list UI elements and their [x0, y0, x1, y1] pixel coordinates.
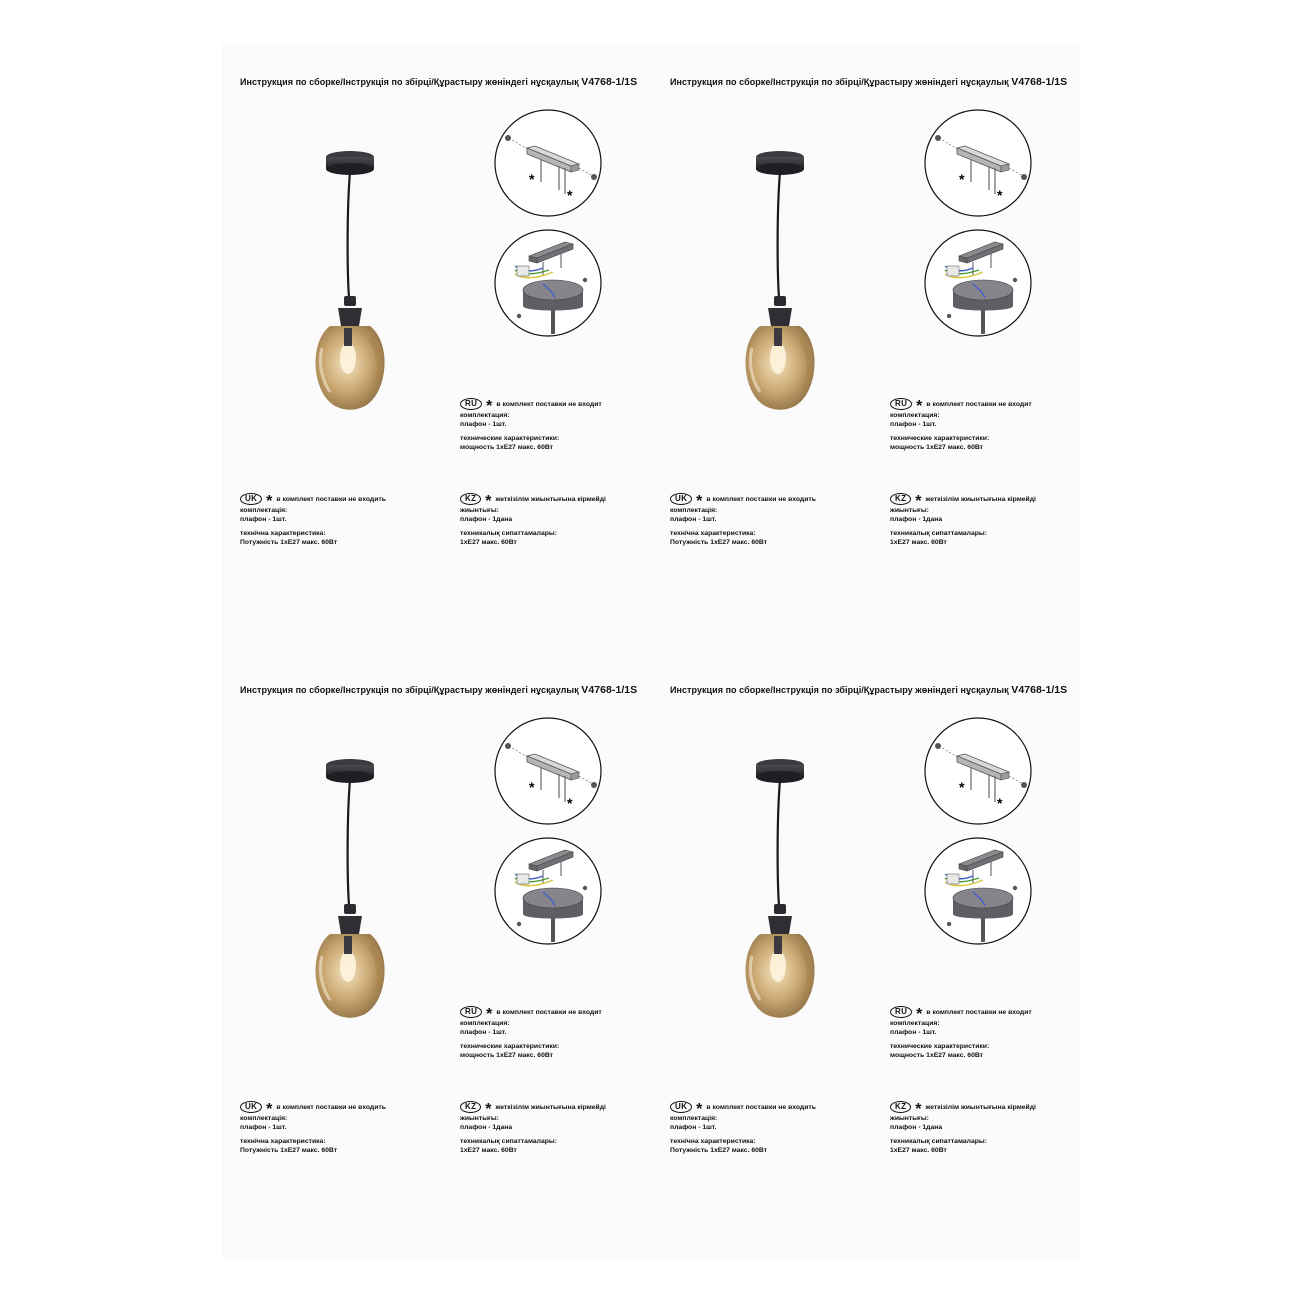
ru-kit: плафон - 1шт.: [890, 1029, 937, 1036]
wiring-canopy-diagram: [493, 228, 603, 338]
uk-badge: UK: [670, 1101, 692, 1113]
uk-kit: плафон - 1шт.: [240, 1124, 287, 1131]
instruction-panel-bottom-right: [660, 676, 1090, 1236]
title-text: Инструкция по сборке/Інструкція по збірці/Құрастыру жөніндегі нұсқаулық: [670, 77, 1009, 87]
kz-kit: плафон - 1дана: [890, 1124, 943, 1131]
uk-note: в комплект поставки не входить: [276, 1103, 386, 1111]
uk-note: в комплект поставки не входить: [706, 495, 816, 503]
uk-kit-label: комплектація:: [240, 1115, 288, 1122]
kz-note: жеткізілім жиынтығына кірмейді: [495, 495, 606, 503]
model-number: V4768-1/1S: [581, 76, 638, 88]
kz-spec: 1xE27 макс. 60Вт: [890, 1147, 947, 1154]
ru-kit-label: комплектация:: [890, 1020, 940, 1027]
instruction-panel-bottom-left: [230, 676, 660, 1236]
ru-note: в комплект поставки не входит: [496, 1008, 602, 1016]
ru-section: [460, 1006, 660, 1060]
kz-section: [890, 493, 1090, 547]
kz-kit: плафон - 1дана: [460, 516, 513, 523]
asterisk-icon: *: [485, 493, 492, 510]
uk-section: [670, 493, 870, 547]
svg-text:*: *: [997, 795, 1003, 811]
svg-text:*: *: [997, 187, 1003, 203]
ru-spec: мощность 1xE27 макс. 60Вт: [890, 444, 984, 451]
instruction-panel-top-left: [230, 68, 660, 628]
asterisk-icon: *: [916, 398, 923, 415]
asterisk-icon: *: [485, 1101, 492, 1118]
ru-note: в комплект поставки не входит: [926, 400, 1032, 408]
asterisk-icon: *: [915, 493, 922, 510]
title-text: Инструкция по сборке/Інструкція по збірці/Құрастыру жөніндегі нұсқаулық: [240, 685, 579, 695]
kz-badge: KZ: [460, 1101, 481, 1113]
uk-badge: UK: [670, 493, 692, 505]
kz-badge: KZ: [460, 493, 481, 505]
kz-spec-label: техникалық сипаттамалары:: [460, 1138, 557, 1145]
uk-badge: UK: [240, 1101, 262, 1113]
instruction-panel-top-right: [660, 68, 1090, 628]
pendant-lamp-illustration: [300, 756, 400, 1026]
ru-spec: мощность 1xE27 макс. 60Вт: [460, 444, 554, 451]
mounting-bracket-diagram: [493, 108, 603, 218]
uk-spec: Потужність 1xE27 макс. 60Вт: [670, 1147, 768, 1154]
ru-badge: RU: [460, 398, 482, 410]
wiring-canopy-diagram: [923, 836, 1033, 946]
asterisk-icon: *: [696, 1101, 703, 1118]
ru-spec: мощность 1xE27 макс. 60Вт: [460, 1052, 554, 1059]
kz-spec: 1xE27 макс. 60Вт: [890, 539, 947, 546]
asterisk-icon: *: [266, 1101, 273, 1118]
kz-note: жеткізілім жиынтығына кірмейді: [925, 495, 1036, 503]
uk-section: [240, 1101, 440, 1155]
ru-badge: RU: [890, 1006, 912, 1018]
ru-kit-label: комплектация:: [460, 412, 510, 419]
asterisk-icon: *: [696, 493, 703, 510]
svg-text:*: *: [567, 795, 573, 811]
kz-spec-label: техникалық сипаттамалары:: [890, 1138, 987, 1145]
ru-kit: плафон - 1шт.: [460, 1029, 507, 1036]
mounting-bracket-diagram: [493, 716, 603, 826]
ru-spec-label: технические характеристики:: [460, 435, 560, 442]
instruction-title: [670, 684, 1067, 696]
uk-kit: плафон - 1шт.: [670, 516, 717, 523]
kz-note: жеткізілім жиынтығына кірмейді: [495, 1103, 606, 1111]
kz-section: [460, 1101, 660, 1155]
uk-spec: Потужність 1xE27 макс. 60Вт: [240, 539, 338, 546]
model-number: V4768-1/1S: [581, 684, 638, 696]
kz-kit: плафон - 1дана: [890, 516, 943, 523]
kz-badge: KZ: [890, 493, 911, 505]
ru-spec-label: технические характеристики:: [890, 1043, 990, 1050]
ru-section: [890, 398, 1090, 452]
ru-spec-label: технические характеристики:: [460, 1043, 560, 1050]
kz-spec: 1xE27 макс. 60Вт: [460, 1147, 517, 1154]
mounting-bracket-diagram: [923, 108, 1033, 218]
kz-spec-label: техникалық сипаттамалары:: [890, 530, 987, 537]
uk-spec-label: технічна характеристика:: [240, 530, 326, 537]
uk-kit-label: комплектація:: [670, 507, 718, 514]
ru-note: в комплект поставки не входит: [926, 1008, 1032, 1016]
ru-spec: мощность 1xE27 макс. 60Вт: [890, 1052, 984, 1059]
kz-note: жеткізілім жиынтығына кірмейді: [925, 1103, 1036, 1111]
ru-badge: RU: [890, 398, 912, 410]
uk-note: в комплект поставки не входить: [276, 495, 386, 503]
asterisk-icon: *: [486, 398, 493, 415]
instruction-title: [240, 684, 637, 696]
ru-kit-label: комплектация:: [890, 412, 940, 419]
ru-spec-label: технические характеристики:: [890, 435, 990, 442]
kz-spec-label: техникалық сипаттамалары:: [460, 530, 557, 537]
model-number: V4768-1/1S: [1011, 684, 1068, 696]
svg-text:*: *: [959, 779, 965, 795]
wiring-canopy-diagram: [493, 836, 603, 946]
pendant-lamp-illustration: [730, 756, 830, 1026]
ru-note: в комплект поставки не входит: [496, 400, 602, 408]
mounting-bracket-diagram: [923, 716, 1033, 826]
kz-kit-label: жиынтығы:: [460, 507, 499, 514]
kz-kit-label: жиынтығы:: [890, 1115, 929, 1122]
ru-section: [890, 1006, 1090, 1060]
model-number: V4768-1/1S: [1011, 76, 1068, 88]
uk-spec-label: технічна характеристика:: [670, 1138, 756, 1145]
kz-badge: KZ: [890, 1101, 911, 1113]
kz-section: [460, 493, 660, 547]
svg-text:*: *: [529, 779, 535, 795]
uk-spec: Потужність 1xE27 макс. 60Вт: [240, 1147, 338, 1154]
pendant-lamp-illustration: [730, 148, 830, 418]
uk-badge: UK: [240, 493, 262, 505]
kz-kit-label: жиынтығы:: [890, 507, 929, 514]
asterisk-icon: *: [915, 1101, 922, 1118]
svg-text:*: *: [529, 171, 535, 187]
ru-kit: плафон - 1шт.: [890, 421, 937, 428]
uk-kit-label: комплектація:: [670, 1115, 718, 1122]
uk-spec-label: технічна характеристика:: [240, 1138, 326, 1145]
kz-spec: 1xE27 макс. 60Вт: [460, 539, 517, 546]
uk-kit: плафон - 1шт.: [670, 1124, 717, 1131]
uk-section: [670, 1101, 870, 1155]
uk-note: в комплект поставки не входить: [706, 1103, 816, 1111]
ru-badge: RU: [460, 1006, 482, 1018]
kz-section: [890, 1101, 1090, 1155]
uk-spec: Потужність 1xE27 макс. 60Вт: [670, 539, 768, 546]
kz-kit: плафон - 1дана: [460, 1124, 513, 1131]
asterisk-icon: *: [916, 1006, 923, 1023]
svg-text:*: *: [567, 187, 573, 203]
uk-spec-label: технічна характеристика:: [670, 530, 756, 537]
uk-section: [240, 493, 440, 547]
wiring-canopy-diagram: [923, 228, 1033, 338]
uk-kit-label: комплектація:: [240, 507, 288, 514]
title-text: Инструкция по сборке/Інструкція по збірці/Құрастыру жөніндегі нұсқаулық: [670, 685, 1009, 695]
svg-text:*: *: [959, 171, 965, 187]
ru-kit-label: комплектация:: [460, 1020, 510, 1027]
uk-kit: плафон - 1шт.: [240, 516, 287, 523]
asterisk-icon: *: [266, 493, 273, 510]
instruction-title: [670, 76, 1067, 88]
instruction-title: [240, 76, 637, 88]
title-text: Инструкция по сборке/Інструкція по збірці/Құрастыру жөніндегі нұсқаулық: [240, 77, 579, 87]
pendant-lamp-illustration: [300, 148, 400, 418]
asterisk-icon: *: [486, 1006, 493, 1023]
ru-section: [460, 398, 660, 452]
ru-kit: плафон - 1шт.: [460, 421, 507, 428]
kz-kit-label: жиынтығы:: [460, 1115, 499, 1122]
